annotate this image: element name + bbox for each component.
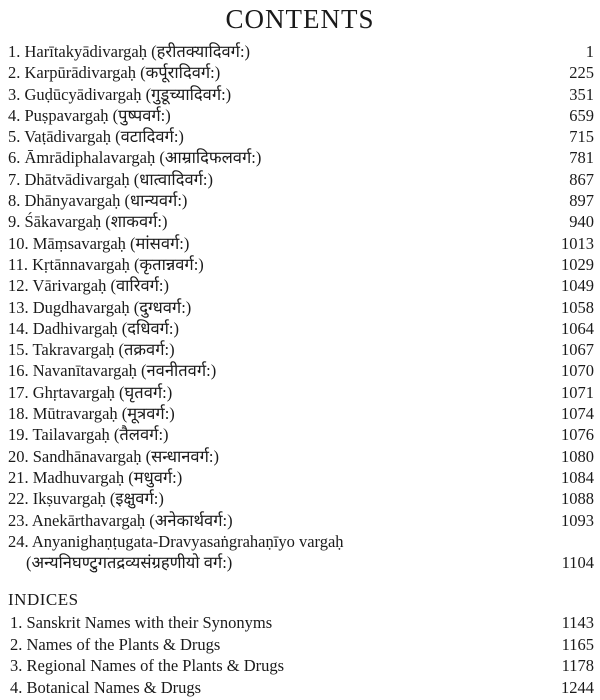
toc-entry-page: 781	[569, 148, 594, 168]
contents-list	[8, 41, 596, 574]
toc-entry-page: 1076	[561, 425, 594, 445]
toc-row-22	[8, 488, 596, 509]
toc-row-16	[8, 360, 596, 381]
indices-heading: INDICES	[8, 590, 79, 609]
toc-row-8	[8, 190, 596, 211]
toc-row-15	[8, 339, 596, 360]
toc-entry-page: 1064	[561, 318, 594, 338]
index-entry-label: 4. Botanical Names & Drugs	[10, 677, 202, 697]
toc-entry-page: 715	[569, 127, 594, 147]
toc-entry-label: 17. Ghṛtavargaḥ (घृतवर्ग:)	[8, 382, 173, 402]
toc-entry-label: 3. Guḍūcyādivargaḥ (गुडूच्यादिवर्ग:)	[8, 84, 232, 104]
toc-entry-page: 1049	[561, 276, 594, 296]
index-row-3	[8, 655, 596, 677]
toc-row-4	[8, 105, 596, 126]
toc-entry-page: 897	[569, 191, 594, 211]
toc-row-14	[8, 318, 596, 339]
toc-entry-label: 16. Navanītavargaḥ (नवनीतवर्ग:)	[8, 361, 217, 381]
toc-row-10	[8, 233, 596, 254]
toc-entry-label: 15. Takravargaḥ (तक्रवर्ग:)	[8, 340, 175, 360]
toc-row-13	[8, 297, 596, 318]
index-row-1	[8, 612, 596, 634]
toc-row-1	[8, 41, 596, 62]
toc-entry-label: 14. Dadhivargaḥ (दधिवर्ग:)	[8, 318, 180, 338]
toc-entry-label: 4. Puṣpavargaḥ (पुष्पवर्ग:)	[8, 105, 171, 125]
toc-entry-label: 2. Karpūrādivargaḥ (कर्पूरादिवर्ग:)	[8, 63, 221, 83]
toc-entry-label: 5. Vaṭādivargaḥ (वटादिवर्ग:)	[8, 127, 184, 147]
toc-entry-label: 23. Anekārthavargaḥ (अनेकार्थवर्ग:)	[8, 510, 233, 530]
toc-row-7	[8, 169, 596, 190]
toc-entry-label: 10. Māṃsavargaḥ (मांसवर्ग:)	[8, 233, 190, 253]
toc-entry-label: 22. Ikṣuvargaḥ (इक्षुवर्ग:)	[8, 489, 164, 509]
index-row-4	[8, 677, 596, 699]
toc-entry-label: 9. Śākavargaḥ (शाकवर्ग:)	[8, 212, 168, 232]
toc-row-17	[8, 382, 596, 403]
index-entry-page: 1143	[561, 613, 594, 632]
toc-entry-page: 1093	[561, 510, 594, 530]
index-row-2	[8, 634, 596, 656]
index-entry-label: 2. Names of the Plants & Drugs	[10, 634, 221, 654]
toc-row-18	[8, 403, 596, 424]
toc-entry-page: 1029	[561, 254, 594, 274]
toc-row-5	[8, 126, 596, 147]
toc-entry-page: 1084	[561, 467, 594, 487]
toc-row-9	[8, 211, 596, 232]
toc-row-12	[8, 275, 596, 296]
toc-entry-label: 12. Vārivargaḥ (वारिवर्ग:)	[8, 276, 169, 296]
toc-entry-label: 11. Kṛtānnavargaḥ (कृतान्नवर्ग:)	[8, 254, 204, 274]
toc-entry-label: 7. Dhātvādivargaḥ (धात्वादिवर्ग:)	[8, 169, 214, 189]
index-entry-label: 1. Sanskrit Names with their Synonyms	[10, 613, 273, 632]
toc-entry-label: 19. Tailavargaḥ (तैलवर्ग:)	[8, 425, 169, 445]
toc-entry-page: 659	[569, 105, 594, 125]
toc-row-21	[8, 467, 596, 488]
toc-entry-label: 20. Sandhānavargaḥ (सन्धानवर्ग:)	[8, 446, 219, 466]
toc-entry-label: 1. Harītakyādivargaḥ (हरीतक्यादिवर्ग:)	[8, 42, 251, 61]
toc-entry-page: 940	[569, 212, 594, 232]
index-entry-page: 1165	[561, 634, 594, 654]
toc-row-2	[8, 62, 596, 83]
toc-entry-label-devanagari: (अन्यनिघण्टुगतद्रव्यसंग्रहणीयो वर्ग:)	[26, 553, 233, 573]
toc-entry-page: 351	[569, 84, 594, 104]
toc-entry-page: 1013	[561, 233, 594, 253]
toc-row-24	[8, 531, 596, 552]
toc-row-19	[8, 424, 596, 445]
toc-entry-page: 1071	[561, 382, 594, 402]
index-entry-page: 1244	[561, 677, 594, 697]
toc-entry-page: 1058	[561, 297, 594, 317]
toc-entry-page: 867	[569, 169, 594, 189]
toc-entry-label: 13. Dugdhavargaḥ (दुग्धवर्ग:)	[8, 297, 192, 317]
toc-entry-label: 18. Mūtravargaḥ (मूत्रवर्ग:)	[8, 404, 175, 424]
toc-entry-page: 1088	[561, 489, 594, 509]
toc-entry-page: 225	[569, 63, 594, 83]
toc-entry-label: 6. Āmrādiphalavargaḥ (आम्रादिफलवर्ग:)	[8, 148, 262, 168]
index-entry-label: 3. Regional Names of the Plants & Drugs	[10, 656, 285, 676]
toc-row-23	[8, 510, 596, 531]
indices-list	[8, 612, 596, 698]
toc-row-20	[8, 446, 596, 467]
toc-entry-page: 1104	[561, 553, 594, 573]
index-entry-page: 1178	[561, 656, 594, 676]
toc-entry-label: 8. Dhānyavargaḥ (धान्यवर्ग:)	[8, 191, 188, 211]
toc-row-24-continuation	[8, 552, 596, 574]
toc-row-11	[8, 254, 596, 275]
toc-entry-page: 1067	[561, 340, 594, 360]
toc-entry-page: 1080	[561, 446, 594, 466]
toc-row-3	[8, 84, 596, 105]
toc-entry-page: 1074	[561, 404, 594, 424]
toc-entry-label: 21. Madhuvargaḥ (मधुवर्ग:)	[8, 467, 183, 487]
toc-row-6	[8, 147, 596, 168]
toc-entry-page: 1070	[561, 361, 594, 381]
toc-entry-label: 24. Anyanighaṇṭugata-Dravyasaṅgrahaṇīyo vargaḥ	[8, 531, 344, 551]
toc-entry-page: 1	[585, 42, 594, 61]
page-title: CONTENTS	[225, 4, 375, 34]
